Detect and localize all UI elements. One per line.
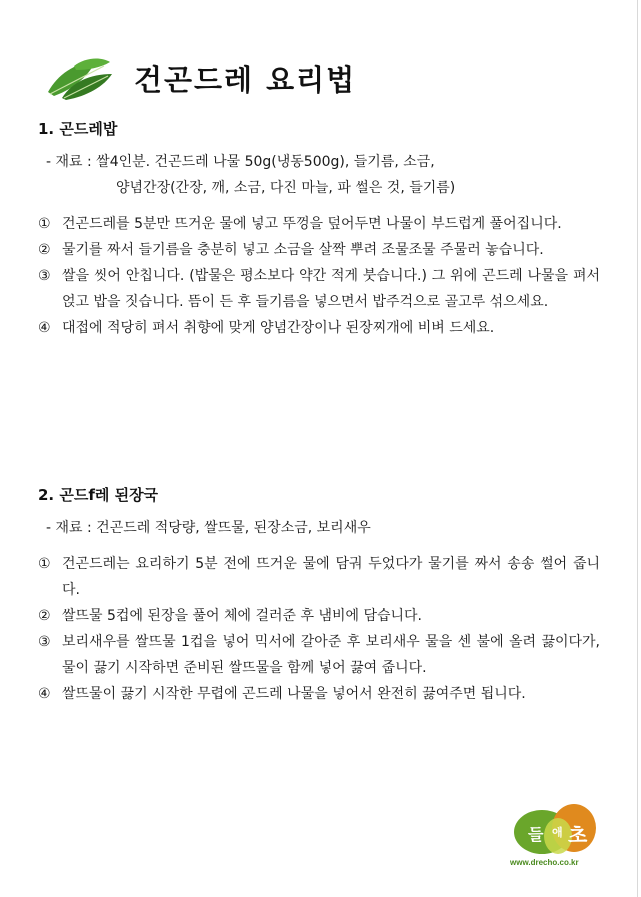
step-number: ④	[38, 320, 51, 336]
step-text: 쌀뜨물 5컵에 된장을 풀어 체에 걸러준 후 냄비에 담습니다.	[62, 608, 423, 624]
step-list	[38, 211, 600, 341]
step-text: 물기를 짜서 들기름을 충분히 넣고 소금을 살짝 뿌려 조물조물 주물러 놓습니다.	[62, 242, 544, 258]
ingredients	[38, 149, 600, 201]
step-number: ③	[38, 268, 51, 284]
step-number: ①	[38, 556, 51, 572]
step-item	[38, 629, 600, 681]
step-text: 보리새우를 쌀뜨물 1컵을 넣어 믹서에 갈아준 후 보리새우 물을 센 불에 올려 끓이다가, 물이 끓기 시작하면 준비된 쌀뜨물을 함께 넣어 끓여 줍니다.	[62, 634, 600, 676]
svg-text:애: 애	[552, 826, 563, 839]
section-heading: 2. 곤드f레 된장국	[38, 486, 159, 504]
step-text: 건곤드레를 5분만 뜨거운 물에 넣고 뚜껑을 덮어두면 나물이 부드럽게 풀어집니다.	[62, 216, 562, 232]
step-number: ②	[38, 242, 51, 258]
step-text: 쌀을 씻어 안칩니다. (밥물은 평소보다 약간 적게 붓습니다.) 그 위에 곤드레 나물을 펴서 얹고 밥을 짓습니다. 뜸이 든 후 들기름을 넣으면서 밥주걱으로 골고루 섞으세요.	[62, 268, 600, 310]
section-gondre-soybean-soup	[38, 484, 600, 707]
page-edge-divider	[637, 0, 638, 897]
step-text: 대접에 적당히 펴서 취향에 맞게 양념간장이나 된장찌개에 비벼 드세요.	[62, 320, 495, 336]
ingredients	[38, 515, 600, 541]
svg-text:들: 들	[528, 825, 544, 844]
greens-leaf-icon	[44, 52, 116, 104]
ingredients-line: 양념간장(간장, 깨, 소금, 다진 마늘, 파 썰은 것, 들기름)	[116, 180, 456, 196]
step-list	[38, 551, 600, 707]
svg-text:초: 초	[568, 823, 588, 847]
step-item	[38, 681, 600, 707]
step-text: 건곤드레는 요리하기 5분 전에 뜨거운 물에 담궈 두었다가 물기를 짜서 송송 썰어 줍니다.	[62, 556, 600, 598]
step-item	[38, 315, 600, 341]
section-heading: 1. 곤드레밥	[38, 120, 118, 138]
step-number: ②	[38, 608, 51, 624]
step-item	[38, 211, 600, 237]
section-gondre-rice	[38, 118, 600, 341]
ingredients-line: - 재료 : 쌀4인분. 건곤드레 나물 50g(냉동500g), 들기름, 소금,	[46, 154, 435, 170]
step-item	[38, 551, 600, 603]
page-title: 건곤드레 요리법	[134, 62, 357, 97]
ingredients-line: - 재료 : 건곤드레 적당량, 쌀뜨물, 된장소금, 보리새우	[46, 520, 371, 536]
step-number: ③	[38, 634, 51, 650]
step-number: ①	[38, 216, 51, 232]
brand-url: www.drecho.co.kr	[510, 858, 579, 867]
title-row	[44, 48, 356, 108]
step-item	[38, 263, 600, 315]
step-item	[38, 237, 600, 263]
step-number: ④	[38, 686, 51, 702]
step-text: 쌀뜨물이 끓기 시작한 무렵에 곤드레 나물을 넣어서 완전히 끓여주면 됩니다.	[62, 686, 526, 702]
step-item	[38, 603, 600, 629]
